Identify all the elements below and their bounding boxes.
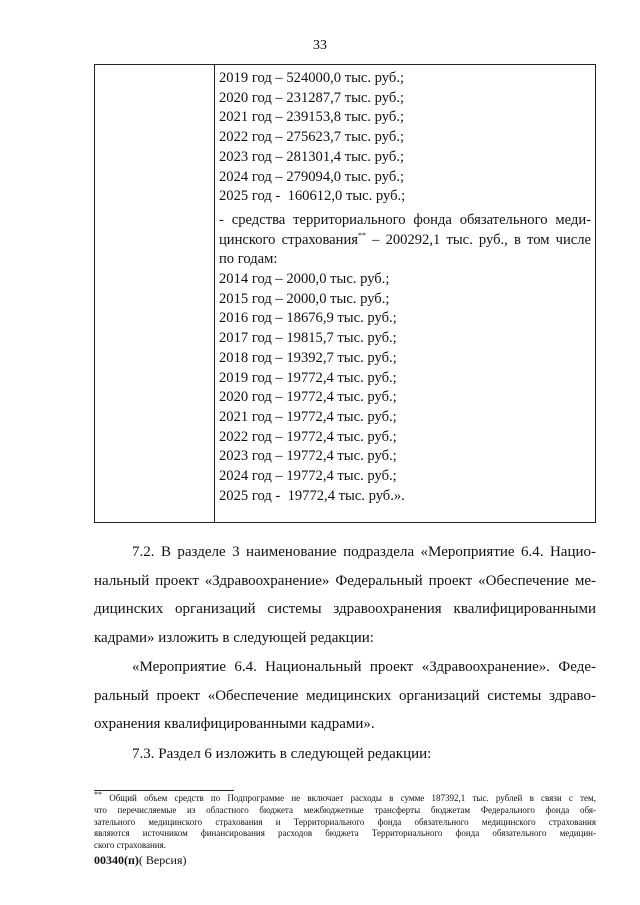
funding-line: 2025 год - 19772,4 тыс. руб.». bbox=[219, 487, 405, 504]
footnote-line: ского страхования. bbox=[94, 840, 166, 851]
footnote-reference: ** bbox=[357, 230, 366, 240]
fund-paragraph-line: по годам: bbox=[219, 251, 278, 268]
funding-line: 2017 год – 19815,7 тыс. руб.; bbox=[219, 330, 397, 347]
funding-table bbox=[94, 64, 596, 523]
funding-line: 2015 год – 2000,0 тыс. руб.; bbox=[219, 290, 390, 307]
fund-paragraph-line: цинского страхования** – 200292,1 тыс. руб., в том числе bbox=[219, 230, 591, 248]
funding-line: 2024 год – 19772,4 тыс. руб.; bbox=[219, 468, 397, 485]
funding-line: 2020 год – 231287,7 тыс. руб.; bbox=[219, 89, 405, 106]
funding-line: 2023 год – 19772,4 тыс. руб.; bbox=[219, 448, 397, 465]
fund-paragraph bbox=[219, 211, 591, 270]
document-code bbox=[94, 853, 187, 868]
funding-line: 2024 год – 279094,0 тыс. руб.; bbox=[219, 168, 405, 185]
funding-line: 2022 год – 19772,4 тыс. руб.; bbox=[219, 428, 397, 445]
funding-details-cell bbox=[219, 69, 591, 506]
table-column-divider bbox=[214, 65, 215, 522]
body-line: «Мероприятие 6.4. Национальный проект «Здравоохранение». Феде- bbox=[132, 659, 596, 675]
fund-paragraph-line: - средства территориального фонда обязательного меди- bbox=[219, 211, 591, 228]
footnote-separator bbox=[94, 790, 234, 791]
funding-line: 2019 год – 19772,4 тыс. руб.; bbox=[219, 369, 397, 386]
document-version: ( Версия) bbox=[138, 853, 187, 867]
funding-line: 2025 год - 160612,0 тыс. руб.; bbox=[219, 188, 406, 205]
body-line: 7.2. В разделе 3 наименование подраздела «Мероприятие 6.4. Нацио- bbox=[132, 544, 596, 560]
funding-line: 2014 год – 2000,0 тыс. руб.; bbox=[219, 271, 390, 288]
body-line: кадрами» изложить в следующей редакции: bbox=[94, 629, 374, 646]
body-line: охранения квалифицированными кадрами». bbox=[94, 716, 375, 732]
footnote-line: ** Общий объем средств по Подпрограмме не включает расходы в сумме 187392,1 тыс. рублей в связи с тем, bbox=[94, 790, 596, 803]
footnote-mark: ** bbox=[94, 790, 102, 799]
body-line: нальный проект «Здравоохранение» Федеральный проект «Обеспечение ме- bbox=[94, 572, 596, 589]
funding-line: 2021 год – 239153,8 тыс. руб.; bbox=[219, 109, 405, 126]
body-paragraph-quote bbox=[94, 653, 596, 739]
funding-line: 2022 год – 275623,7 тыс. руб.; bbox=[219, 129, 405, 146]
funding-line: 2021 год – 19772,4 тыс. руб.; bbox=[219, 408, 397, 425]
funding-line: 2020 год – 19772,4 тыс. руб.; bbox=[219, 389, 397, 406]
funding-line: 2019 год – 524000,0 тыс. руб.; bbox=[219, 70, 405, 86]
footnote-line: зательного медицинского страхования и Территориального фонда обязательного медицинского страхования bbox=[94, 816, 596, 827]
body-paragraph-7-2 bbox=[94, 538, 596, 652]
document-code-number: 00340(п) bbox=[94, 853, 139, 867]
funding-line: 2016 год – 18676,9 тыс. руб.; bbox=[219, 310, 397, 327]
body-line: дицинских организаций системы здравоохранения квалифицированными bbox=[94, 601, 596, 617]
footnote bbox=[94, 790, 596, 852]
body-paragraph-7-3 bbox=[94, 740, 596, 769]
body-line: ральный проект «Обеспечение медицинских организаций системы здраво- bbox=[94, 687, 596, 704]
funding-line: 2018 год – 19392,7 тыс. руб.; bbox=[219, 349, 397, 366]
footnote-line: являются источником финансирования расходов бюджета Территориального фонда обязательного медицин- bbox=[94, 828, 596, 839]
footnote-line: что перечисляемые из областного бюджета межбюджетные трансферты бюджетам Федерального фонда обя- bbox=[94, 804, 596, 815]
funding-line: 2023 год – 281301,4 тыс. руб.; bbox=[219, 148, 405, 165]
page-number: 33 bbox=[313, 38, 327, 53]
body-line: 7.3. Раздел 6 изложить в следующей редакции: bbox=[132, 746, 432, 762]
